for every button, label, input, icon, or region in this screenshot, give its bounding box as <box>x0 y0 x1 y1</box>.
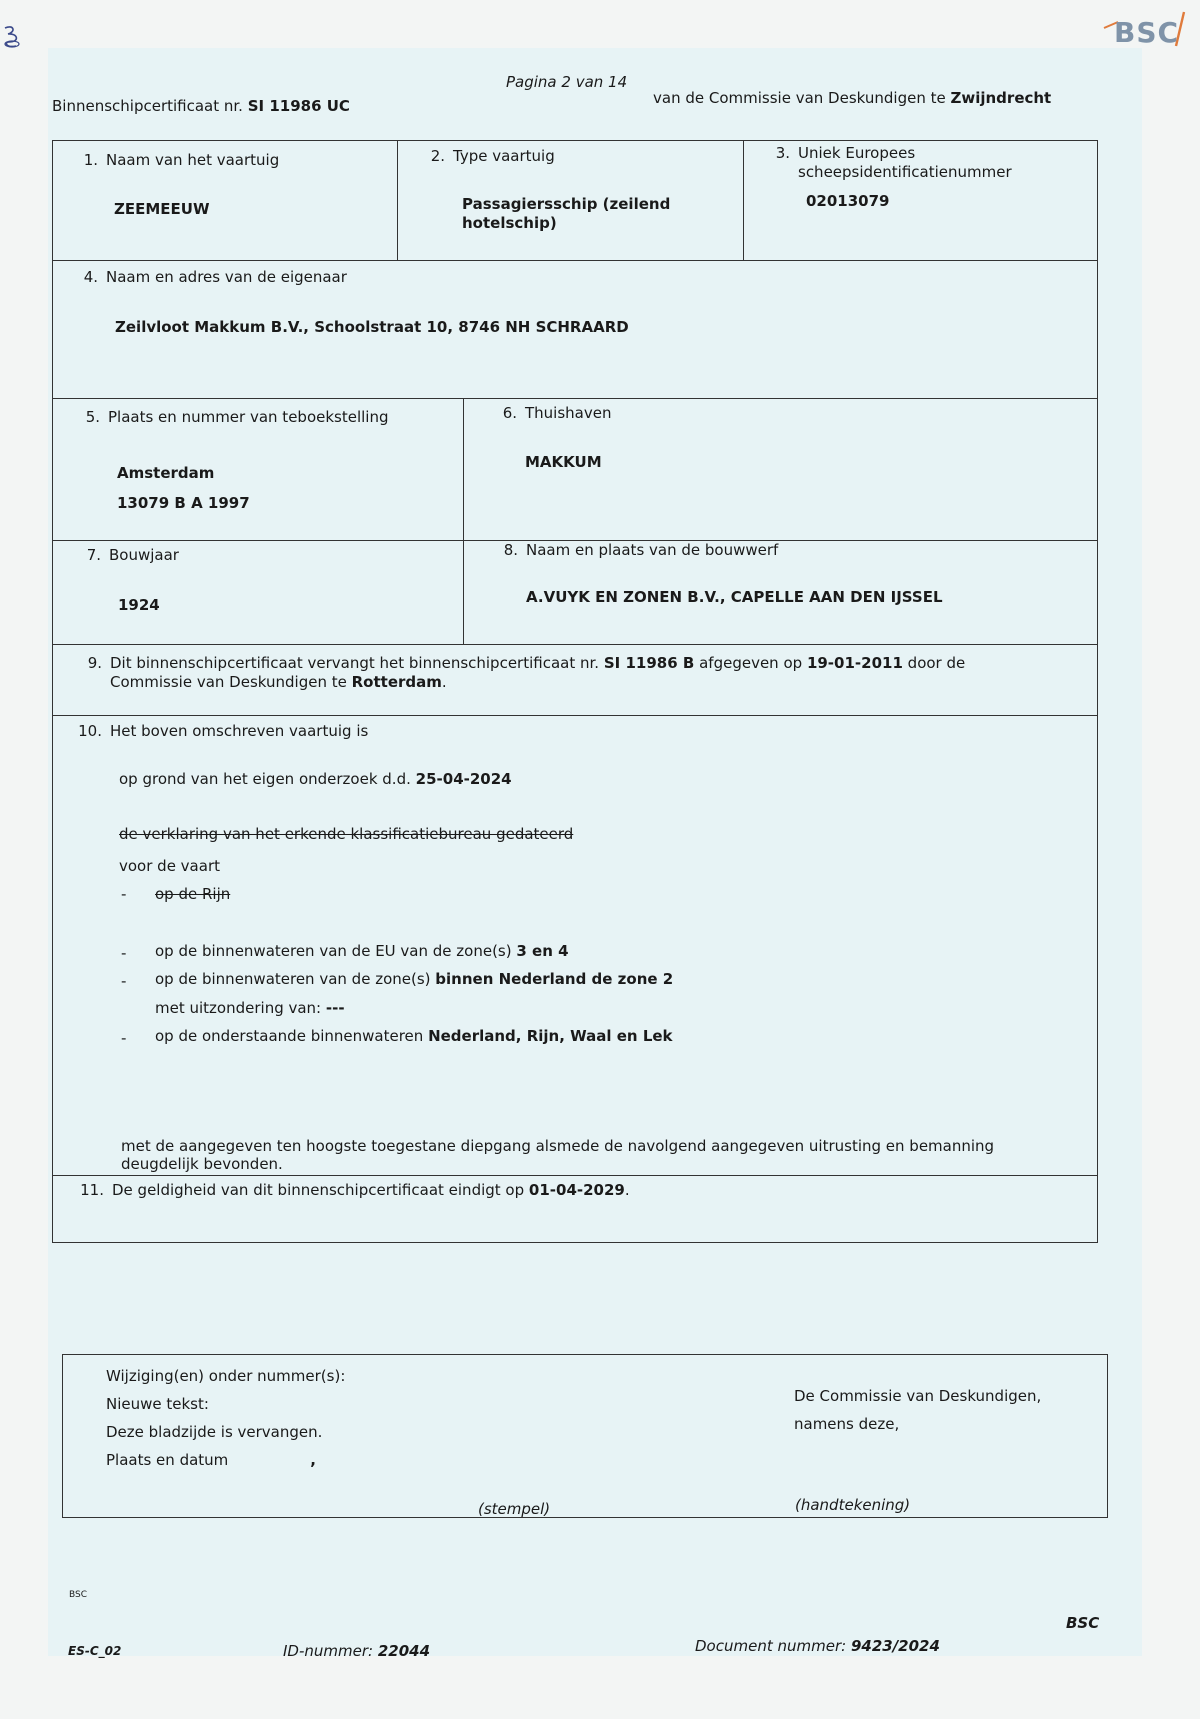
field-11-validity: 11. De geldigheid van dit binnenschipcertificaat eindigt op 01-04-2029. <box>80 1181 630 1199</box>
small-bsc: BSC <box>69 1590 88 1600</box>
bullet-dash: - <box>121 972 127 990</box>
certificate-prefix: Binnenschipcertificaat nr. <box>52 97 243 115</box>
field-4-label: 4. Naam en adres van de eigenaar <box>83 268 347 286</box>
column-divider <box>463 398 464 644</box>
certificate-number: SI 11986 UC <box>247 97 350 115</box>
id-number: ID-nummer: 22044 <box>283 1642 431 1660</box>
field-8-label: 8. Naam en plaats van de bouwwerf <box>503 541 779 559</box>
amendment-replaced: Deze bladzijde is vervangen. <box>106 1423 323 1441</box>
certificate-number-line <box>52 97 350 116</box>
field-10-closing: met de aangegeven ten hoogste toegestane diepgang alsmede de navolgend aangegeven uitrusting en bemanning deugdelijk bevonden. <box>121 1137 995 1173</box>
build-year: 1924 <box>118 596 160 614</box>
registration-place-number: Amsterdam 13079 B A 1997 <box>117 464 250 512</box>
form-code: ES-C_02 <box>68 1644 122 1658</box>
field-1-label: 1. Naam van het vaartuig <box>83 151 280 169</box>
field-7-label: 7. Bouwjaar <box>86 546 179 564</box>
bullet-dash: - <box>121 1029 127 1047</box>
page-label: Pagina 2 van 14 <box>506 73 628 91</box>
european-id-number: 02013079 <box>806 192 890 210</box>
on-behalf: namens deze, <box>794 1415 900 1433</box>
listed-waters-line: op de onderstaande binnenwateren Nederland, Rijn, Waal en Lek <box>155 1027 673 1045</box>
amendment-left <box>106 1362 345 1474</box>
bsc-logo <box>1096 10 1188 54</box>
commission-prefix: van de Commissie van Deskundigen te <box>653 89 946 107</box>
struck-classification-statement: de verklaring van het erkende klassificatiebureau gedateerd <box>119 825 574 843</box>
commission-line <box>653 89 1051 108</box>
field-10-intro: 10. Het boven omschreven vaartuig is <box>78 722 369 740</box>
exception-line: met uitzondering van: --- <box>155 999 345 1017</box>
field-5-label: 5. Plaats en nummer van teboekstelling <box>85 408 389 426</box>
amendment-numbers: Wijziging(en) onder nummer(s): <box>106 1367 346 1385</box>
commission-signoff: De Commissie van Deskundigen, <box>794 1387 1042 1405</box>
scribble-icon <box>2 24 24 54</box>
owner-name-address: Zeilvloot Makkum B.V., Schoolstraat 10, 8746 NH SCHRAARD <box>115 318 629 336</box>
column-divider <box>743 140 744 260</box>
national-zones-line: op de binnenwateren van de zone(s) binnen Nederland de zone 2 <box>155 970 674 988</box>
amendment-right <box>794 1382 1041 1438</box>
field-9-text: 9. Dit binnenschipcertificaat vervangt het binnenschipcertificaat nr. SI 11986 B afgegeven op 19-01-2011 door de Commissie van Deskundigen te Rotterdam. <box>87 654 966 691</box>
row-divider <box>52 715 1098 716</box>
vessel-type: Passagiersschip (zeilend hotelschip) <box>462 195 671 232</box>
bullet-dash: - <box>121 944 127 962</box>
field-2-label: 2. Type vaartuig <box>430 147 555 165</box>
shipyard: A.VUYK EN ZONEN B.V., CAPELLE AAN DEN IJSSEL <box>526 588 943 606</box>
row-divider <box>52 398 1098 399</box>
row-divider <box>52 260 1098 261</box>
commission-city: Zwijndrecht <box>950 89 1052 107</box>
voor-de-vaart: voor de vaart <box>119 857 220 875</box>
row-divider <box>52 1175 1098 1176</box>
stamp-label: (stempel) <box>478 1500 551 1518</box>
row-divider <box>52 644 1098 645</box>
signature-label: (handtekening) <box>795 1496 911 1514</box>
field-6-label: 6. Thuishaven <box>502 404 612 422</box>
bullet-dash: - <box>121 885 127 903</box>
own-inspection-line: op grond van het eigen onderzoek d.d. 25-04-2024 <box>119 770 512 788</box>
bsc-logo-text: BSC <box>1114 16 1180 49</box>
home-port: MAKKUM <box>525 453 602 471</box>
bsc-footer: BSC <box>1066 1614 1100 1632</box>
document-number: Document nummer: 9423/2024 <box>695 1637 940 1655</box>
amendment-new-text: Nieuwe tekst: <box>106 1395 209 1413</box>
column-divider <box>397 140 398 260</box>
field-3-label: 3. Uniek Europees scheepsidentificatienummer <box>775 144 1012 181</box>
vessel-name: ZEEMEEUW <box>114 200 210 218</box>
struck-rijn: op de Rijn <box>155 885 231 903</box>
eu-zones-line: op de binnenwateren van de EU van de zone(s) 3 en 4 <box>155 942 569 960</box>
amendment-place-date: Plaats en datum , <box>106 1451 316 1469</box>
